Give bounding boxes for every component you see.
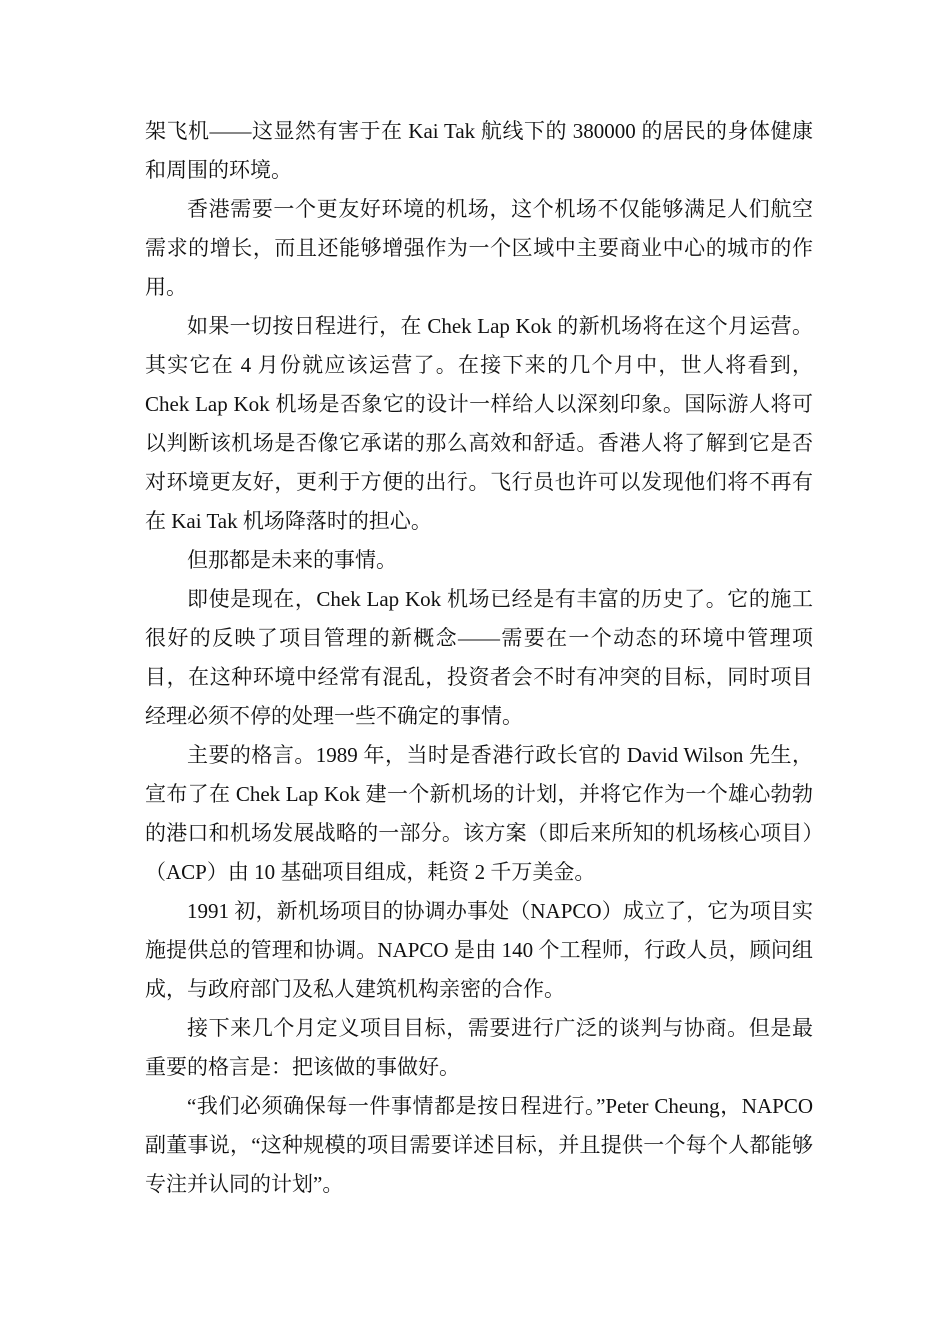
paragraph-7: 1991 初，新机场项目的协调办事处（NAPCO）成立了，它为项目实施提供总的管理和协调。NAPCO 是由 140 个工程师，行政人员，顾问组成，与政府部门及私人建筑机构亲密的合作。 bbox=[145, 899, 813, 1001]
paragraph-3: 如果一切按日程进行，在 Chek Lap Kok 的新机场将在这个月运营。其实它在 4 月份就应该运营了。在接下来的几个月中，世人将看到，Chek Lap Kok 机场是否象它的设计一样给人以深刻印象。国际游人将可以判断该机场是否像它承诺的那么高效和舒适。香港人将了解到它是否对环境更友好，更利于方便的出行。飞行员也许可以发现他们将不再有在 Kai Tak 机场降落时的担心。 bbox=[145, 314, 813, 533]
paragraph-6: 主要的格言。1989 年，当时是香港行政长官的 David Wilson 先生，宣布了在 Chek Lap Kok 建一个新机场的计划，并将它作为一个雄心勃勃的港口和机场发展战略的一部分。该方案（即后来所知的机场核心项目）（ACP）由 10 基础项目组成，耗资 2 千万美金。 bbox=[145, 743, 813, 884]
paragraph-9: “我们必须确保每一件事情都是按日程进行。”Peter Cheung，NAPCO 副董事说，“这种规模的项目需要详述目标，并且提供一个每个人都能够专注并认同的计划”。 bbox=[145, 1094, 813, 1196]
paragraph-2: 香港需要一个更友好环境的机场，这个机场不仅能够满足人们航空需求的增长，而且还能够增强作为一个区域中主要商业中心的城市的作用。 bbox=[145, 197, 813, 299]
document-body bbox=[145, 112, 813, 1204]
paragraph-1: 架飞机——这显然有害于在 Kai Tak 航线下的 380000 的居民的身体健康和周围的环境。 bbox=[145, 119, 813, 182]
paragraph-8: 接下来几个月定义项目目标，需要进行广泛的谈判与协商。但是最重要的格言是：把该做的事做好。 bbox=[145, 1016, 813, 1079]
paragraph-5: 即使是现在，Chek Lap Kok 机场已经是有丰富的历史了。它的施工很好的反映了项目管理的新概念——需要在一个动态的环境中管理项目，在这种环境中经常有混乱，投资者会不时有冲突的目标，同时项目经理必须不停的处理一些不确定的事情。 bbox=[145, 587, 813, 728]
paragraph-4: 但那都是未来的事情。 bbox=[187, 548, 397, 572]
